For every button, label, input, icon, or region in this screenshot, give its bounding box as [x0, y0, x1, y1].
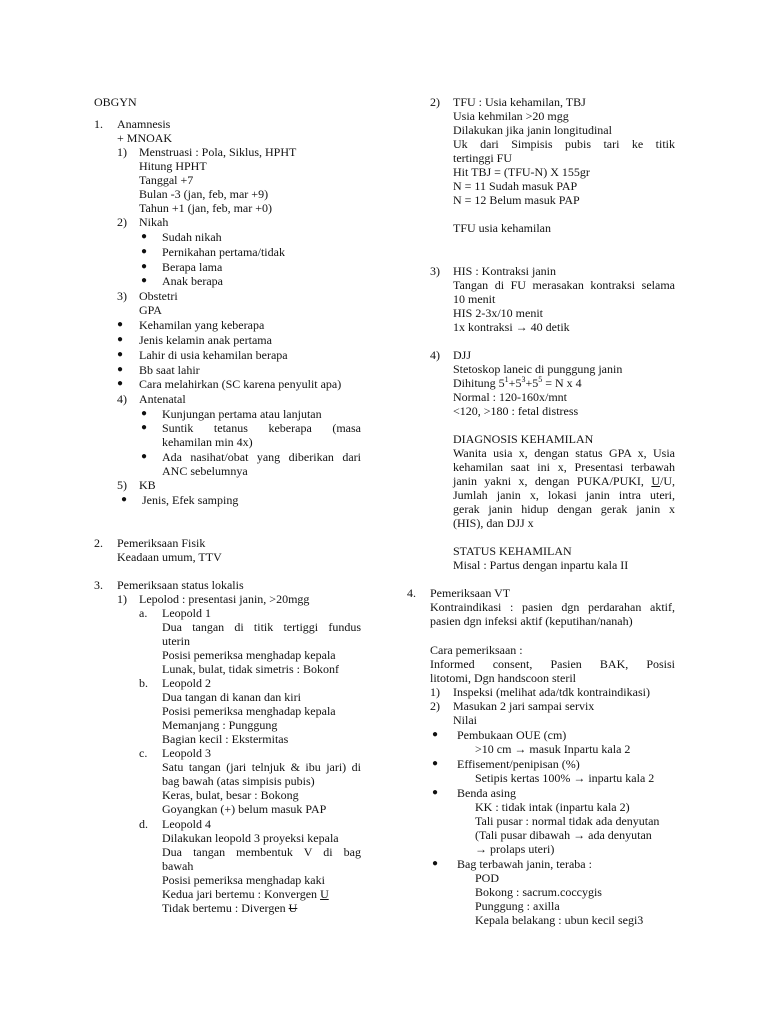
text-line: Bulan -3 (jan, feb, mar +9)	[139, 187, 269, 201]
text-line: 1x kontraksi → 40 detik	[453, 320, 570, 334]
leopold-3-title: Leopold 3	[162, 746, 211, 760]
obstetri-title: Obstetri	[139, 289, 178, 303]
text-line: POD	[475, 871, 500, 885]
list-item: Bag terbawah janin, teraba :	[457, 857, 592, 871]
item-number: 4)	[430, 348, 440, 362]
bullet-icon: ●	[432, 729, 439, 740]
text-line: Usia kehmilan >20 mgg	[453, 109, 569, 123]
bullet-icon: ●	[432, 758, 439, 769]
bullet-icon: ●	[141, 231, 148, 242]
text-line: Bagian kecil : Ekstermitas	[162, 732, 289, 746]
text-line: Tangan di FU merasakan kontraksi selama	[453, 278, 675, 292]
text-line: Goyangkan (+) belum masuk PAP	[162, 802, 327, 816]
bullet-icon: ●	[141, 422, 148, 433]
item-number: 4)	[117, 392, 127, 406]
section-number: 1.	[94, 117, 103, 131]
djj-title: DJJ	[453, 348, 472, 362]
text-line: Hitung HPHT	[139, 159, 207, 173]
text-line: Misal : Partus dengan inpartu kala II	[453, 558, 629, 572]
section-number: 2.	[94, 536, 103, 550]
sub-letter: c.	[139, 746, 148, 760]
bullet-icon: ●	[117, 378, 124, 389]
bullet-icon: ●	[117, 319, 124, 330]
text-line: kehamilan saat ini x, Presentasi terbawah	[453, 460, 675, 474]
item-number: 1)	[117, 145, 127, 159]
item-number: 2)	[430, 699, 440, 713]
text-line: pasien dgn infeksi aktif (keputihan/nanah)	[430, 614, 633, 628]
list-item: Pembukaan OUE (cm)	[457, 728, 567, 742]
list-item: Jenis kelamin anak pertama	[139, 333, 272, 347]
text-line: Tali pusar : normal tidak ada denyutan	[475, 814, 660, 828]
list-item: Kunjungan pertama atau lanjutan	[162, 407, 322, 421]
text-line: Stetoskop laneic di punggung janin	[453, 362, 623, 376]
text-line: bawah	[162, 859, 194, 873]
list-item: Lahir di usia kehamilan berapa	[139, 348, 288, 362]
gpa-text: GPA	[139, 303, 162, 317]
list-item: Suntik tetanus keberapa (masa	[162, 421, 361, 435]
bullet-icon: ●	[432, 787, 439, 798]
bullet-icon: ●	[117, 334, 124, 345]
text-line: janin yakni x, dengan PUKA/PUKI, U/U,	[453, 474, 675, 488]
text-line: Dilakukan jika janin longitudinal	[453, 123, 612, 137]
text-line: (Tali pusar dibawah → ada denyutan	[475, 828, 652, 842]
text-line: Dua tangan di kanan dan kiri	[162, 690, 301, 704]
text-line: Informed consent, Pasien BAK, Posisi	[430, 657, 675, 671]
list-item: Ada nasihat/obat yang diberikan dari	[162, 450, 361, 464]
kb-title: KB	[139, 478, 156, 492]
bullet-icon: ●	[432, 858, 439, 869]
text-line: Memanjang : Punggung	[162, 718, 278, 732]
text-line: Nilai	[453, 713, 477, 727]
item-number: 3)	[430, 264, 440, 278]
bullet-icon: ●	[141, 261, 148, 272]
text-line: >10 cm → masuk Inpartu kala 2	[475, 742, 631, 756]
page-title: OBGYN	[94, 95, 137, 109]
text-line: gerak janin hidup dengan gerak janin x	[453, 502, 675, 516]
text-line: uterin	[162, 634, 190, 648]
text-line: Tanggal +7	[139, 173, 194, 187]
item-number: 2)	[117, 215, 127, 229]
item-number: 3)	[117, 289, 127, 303]
text-line: Inspeksi (melihat ada/tdk kontraindikasi)	[453, 685, 650, 699]
section-title-anamnesis: Anamnesis	[117, 117, 171, 131]
list-item: Cara melahirkan (SC karena penyulit apa)	[139, 377, 342, 391]
text-line: Cara pemeriksaan :	[430, 643, 523, 657]
lepold-title: Lepolod : presentasi janin, >20mgg	[139, 592, 310, 606]
list-item-cont: kehamilan min 4x)	[162, 435, 253, 449]
his-title: HIS : Kontraksi janin	[453, 264, 556, 278]
bullet-icon: ●	[141, 408, 148, 419]
leopold-1-title: Leopold 1	[162, 606, 211, 620]
text-line: tertinggi FU	[453, 151, 512, 165]
diagnosis-title: DIAGNOSIS KEHAMILAN	[453, 432, 594, 446]
section-title-fisik: Pemeriksaan Fisik	[117, 536, 206, 550]
text-line: Normal : 120-160x/mnt	[453, 390, 567, 404]
text-line: Dua tangan di titik tertiggi fundus	[162, 620, 361, 634]
text-line: litotomi, Dgn handscoon steril	[430, 671, 576, 685]
list-item: Sudah nikah	[162, 230, 222, 244]
menstruasi-title: Menstruasi : Pola, Siklus, HPHT	[139, 145, 297, 159]
text-line: bag bawah (atas simpisis pubis)	[162, 774, 315, 788]
section-number: 3.	[94, 578, 103, 592]
leopold-4-title: Leopold 4	[162, 817, 211, 831]
item-number: 5)	[117, 478, 127, 492]
list-item-cont: ANC sebelumnya	[162, 464, 248, 478]
text-line: <120, >180 : fetal distress	[453, 404, 579, 418]
text-line: Keadaan umum, TTV	[117, 550, 222, 564]
text-line: N = 11 Sudah masuk PAP	[453, 179, 578, 193]
text-line: Tidak bertemu : Divergen U	[162, 901, 298, 915]
text-line: KK : tidak intak (inpartu kala 2)	[475, 800, 630, 814]
tfu-title: TFU : Usia kehamilan, TBJ	[453, 95, 586, 109]
text-line: HIS 2-3x/10 menit	[453, 306, 543, 320]
list-item: Benda asing	[457, 786, 516, 800]
text-line: Masukan 2 jari sampai servix	[453, 699, 595, 713]
text-line: 10 menit	[453, 292, 496, 306]
text-line: Posisi pemeriksa menghadap kepala	[162, 648, 336, 662]
item-number: 2)	[430, 95, 440, 109]
bullet-icon: ●	[141, 451, 148, 462]
text-line: Keras, bulat, besar : Bokong	[162, 788, 299, 802]
text-line: Kedua jari bertemu : Konvergen U	[162, 887, 329, 901]
bullet-icon: ●	[117, 364, 124, 375]
text-line: → prolaps uteri)	[475, 842, 555, 856]
item-number: 1)	[430, 685, 440, 699]
section-title-lokalis: Pemeriksaan status lokalis	[117, 578, 244, 592]
text-line: Tahun +1 (jan, feb, mar +0)	[139, 201, 272, 215]
text-line: Uk dari Simpisis pubis tari ke titik	[453, 137, 675, 151]
list-item: Jenis, Efek samping	[142, 493, 239, 507]
bullet-icon: ●	[121, 494, 128, 505]
list-item: Kehamilan yang keberapa	[139, 318, 265, 332]
text-line: Satu tangan (jari telnjuk & ibu jari) di	[162, 760, 361, 774]
text-line: Kontraindikasi : pasien dgn perdarahan aktif,	[430, 600, 675, 614]
list-item: Bb saat lahir	[139, 363, 200, 377]
sub-letter: d.	[139, 817, 148, 831]
text-line: N = 12 Belum masuk PAP	[453, 193, 580, 207]
sub-letter: a.	[139, 606, 148, 620]
bullet-icon: ●	[141, 246, 148, 257]
list-item: Anak berapa	[162, 274, 223, 288]
text-line: Lunak, bulat, tidak simetris : Bokonf	[162, 662, 339, 676]
list-item: Effisement/penipisan (%)	[457, 757, 580, 771]
text-line: Punggung : axilla	[475, 899, 560, 913]
text-line: Dua tangan membentuk V di bag	[162, 845, 361, 859]
text-line: (HIS), dan DJJ x	[453, 516, 534, 530]
section-number: 4.	[407, 586, 416, 600]
text-line: Kepala belakang : ubun kecil segi3	[475, 913, 644, 927]
antenatal-title: Antenatal	[139, 392, 186, 406]
bullet-icon: ●	[117, 349, 124, 360]
status-title: STATUS KEHAMILAN	[453, 544, 572, 558]
text-line: Posisi pemeriksa menghadap kaki	[162, 873, 325, 887]
vt-title: Pemeriksaan VT	[430, 586, 511, 600]
list-item: Berapa lama	[162, 260, 223, 274]
text-line: Dilakukan leopold 3 proyeksi kepala	[162, 831, 339, 845]
mnoak-text: + MNOAK	[117, 131, 173, 145]
text-line: TFU usia kehamilan	[453, 221, 551, 235]
nikah-title: Nikah	[139, 215, 169, 229]
text-line: Bokong : sacrum.coccygis	[475, 885, 602, 899]
text-line: Hit TBJ = (TFU-N) X 155gr	[453, 165, 590, 179]
text-line: Posisi pemeriksa menghadap kepala	[162, 704, 336, 718]
list-item: Pernikahan pertama/tidak	[162, 245, 285, 259]
item-number: 1)	[117, 592, 127, 606]
leopold-2-title: Leopold 2	[162, 676, 211, 690]
text-line: Jumlah janin x, lokasi janin intra uteri,	[453, 488, 675, 502]
bullet-icon: ●	[141, 275, 148, 286]
djj-formula: Dihitung $5^1+5^3+5^5 = N$ x 4	[453, 375, 582, 390]
text-line: Setipis kertas 100% → inpartu kala 2	[475, 771, 655, 785]
text-line: Wanita usia x, dengan status GPA x, Usia	[453, 446, 675, 460]
sub-letter: b.	[139, 676, 148, 690]
